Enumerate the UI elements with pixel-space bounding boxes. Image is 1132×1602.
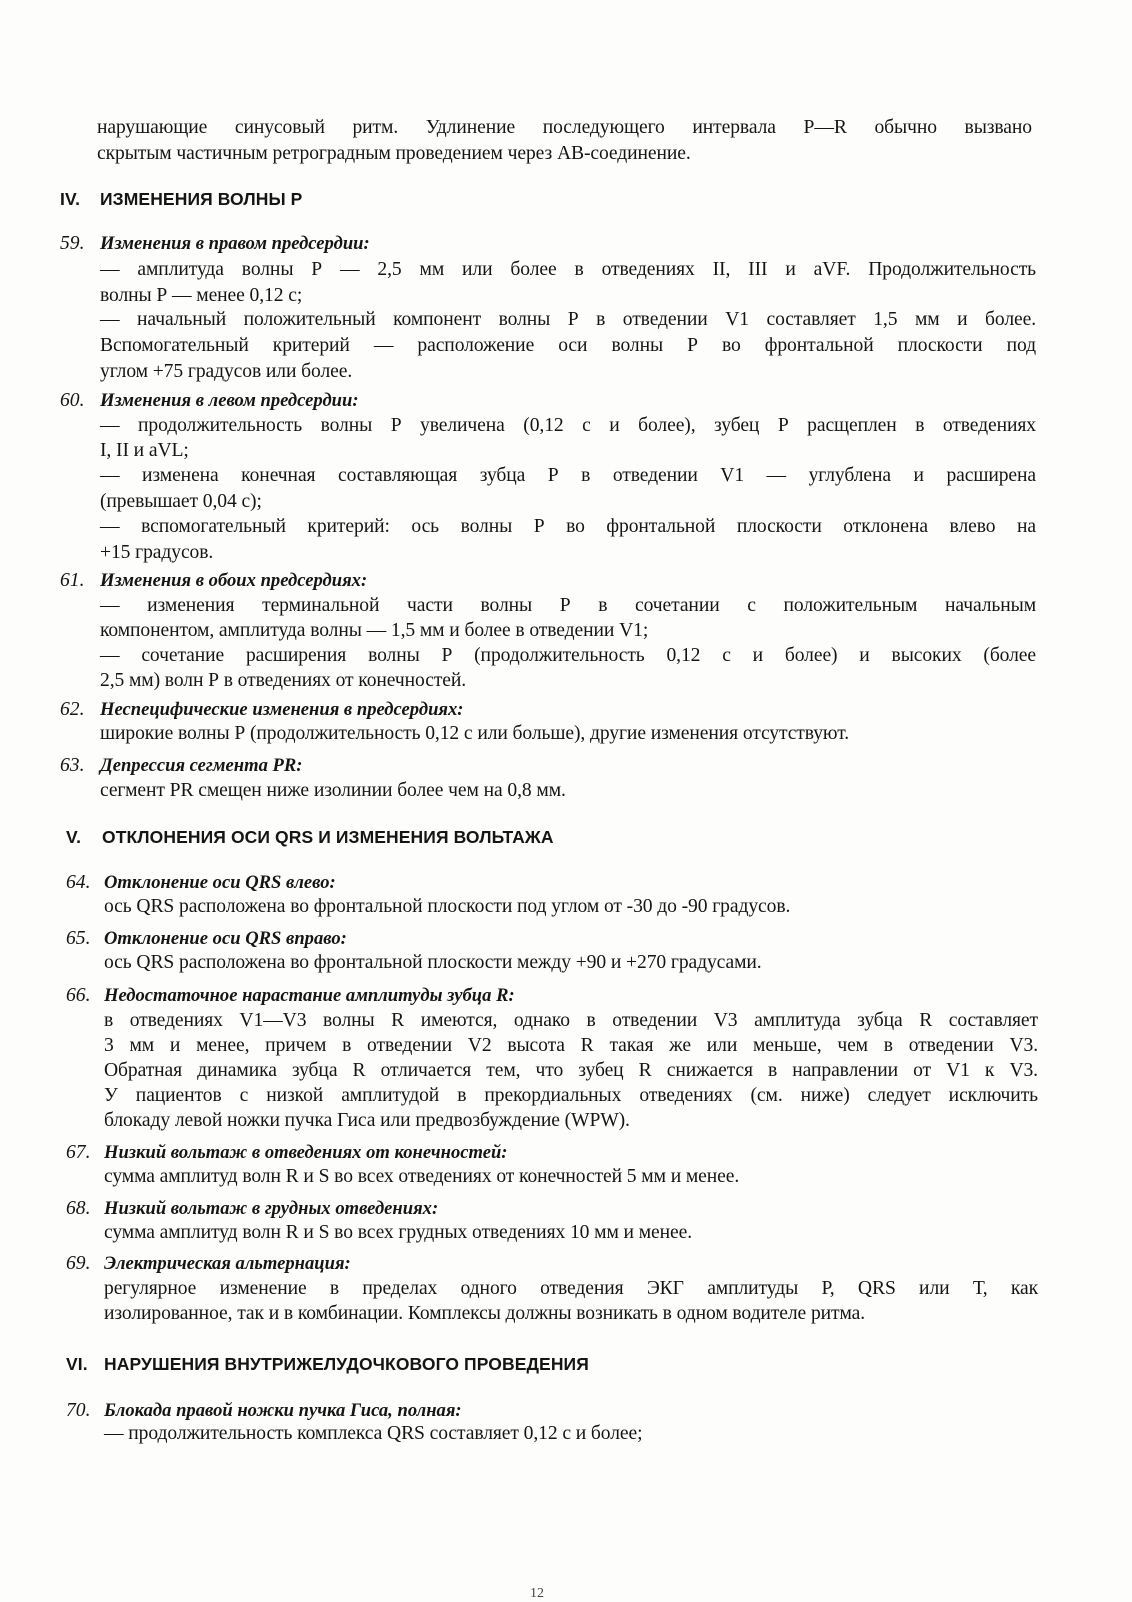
section-number: IV.: [60, 189, 81, 209]
item-line: +15 градусов.: [100, 542, 214, 563]
item-line: в отведениях V1—V3 волны R имеются, однако в отведении V3 амплитуда зубца R составляет: [104, 1010, 1038, 1031]
item-title: Неспецифические изменения в предсердиях:: [100, 699, 464, 720]
item-line: — продолжительность комплекса QRS составляет 0,12 с и более;: [104, 1423, 643, 1444]
item-line: блокаду левой ножки пучка Гиса или предвозбуждение (WPW).: [104, 1110, 630, 1131]
item-number: 66.: [66, 985, 91, 1006]
item-title: Низкий вольтаж в грудных отведениях:: [104, 1198, 439, 1219]
item-line: углом +75 градусов или более.: [100, 361, 353, 382]
item-title: Изменения в левом предсердии:: [100, 390, 359, 411]
item-line: Вспомогательный критерий — расположение оси волны Р во фронтальной плоскости под: [100, 335, 1036, 356]
intro-line: скрытым частичным ретроградным проведением через АВ-соединение.: [97, 143, 691, 164]
item-title: Низкий вольтаж в отведениях от конечностей:: [104, 1142, 508, 1163]
item-line: изолированное, так и в комбинации. Комплексы должны возникать в одном водителе ритма.: [104, 1303, 866, 1324]
section-title: ИЗМЕНЕНИЯ ВОЛНЫ Р: [100, 189, 303, 209]
item-number: 69.: [66, 1253, 91, 1274]
item-title: Изменения в обоих предсердиях:: [100, 570, 368, 591]
section-heading: [60, 187, 302, 211]
item-number: 70.: [66, 1400, 91, 1421]
intro-line: нарушающие синусовый ритм. Удлинение последующего интервала P—R обычно вызвано: [97, 117, 1032, 138]
section-title: ОТКЛОНЕНИЯ ОСИ QRS И ИЗМЕНЕНИЯ ВОЛЬТАЖА: [102, 827, 554, 847]
item-line: — начальный положительный компонент волны Р в отведении V1 составляет 1,5 мм и более.: [100, 309, 1036, 330]
item-line: I, II и aVL;: [100, 440, 189, 461]
item-number: 63.: [60, 755, 85, 776]
item-line: широкие волны Р (продолжительность 0,12 с или больше), другие изменения отсутствуют.: [100, 723, 850, 744]
item-title: Электрическая альтернация:: [104, 1253, 351, 1274]
section-heading: [66, 1352, 589, 1376]
item-title: Депрессия сегмента PR:: [100, 755, 303, 776]
section-title: НАРУШЕНИЯ ВНУТРИЖЕЛУДОЧКОВОГО ПРОВЕДЕНИЯ: [104, 1354, 589, 1374]
section-heading: [66, 825, 554, 849]
item-number: 65.: [66, 928, 91, 949]
item-line: 2,5 мм) волн Р в отведениях от конечностей.: [100, 670, 467, 691]
item-line: Обратная динамика зубца R отличается тем, что зубец R снижается в направлении от V1 к V3.: [104, 1060, 1038, 1081]
page-number: 12: [530, 1586, 544, 1601]
item-line: (превышает 0,04 с);: [100, 491, 262, 512]
item-title: Отклонение оси QRS влево:: [104, 872, 336, 893]
item-number: 59.: [60, 233, 85, 254]
item-line: сумма амплитуд волн R и S во всех отведениях от конечностей 5 мм и менее.: [104, 1166, 740, 1187]
item-line: — вспомогательный критерий: ось волны Р во фронтальной плоскости отклонена влево на: [100, 516, 1036, 537]
item-title: Отклонение оси QRS вправо:: [104, 928, 347, 949]
item-line: — продолжительность волны Р увеличена (0,12 с и более), зубец Р расщеплен в отведениях: [100, 415, 1036, 436]
item-line: волны Р — менее 0,12 с;: [100, 285, 303, 306]
item-number: 60.: [60, 390, 85, 411]
item-number: 62.: [60, 699, 85, 720]
item-number: 64.: [66, 872, 91, 893]
item-line: — изменена конечная составляющая зубца Р в отведении V1 — углублена и расширена: [100, 465, 1036, 486]
section-number: V.: [66, 827, 82, 847]
item-title: Блокада правой ножки пучка Гиса, полная:: [104, 1400, 462, 1421]
item-line: регулярное изменение в пределах одного отведения ЭКГ амплитуды Р, QRS или Т, как: [104, 1278, 1038, 1299]
item-number: 67.: [66, 1142, 91, 1163]
item-line: 3 мм и менее, причем в отведении V2 высота R такая же или меньше, чем в отведении V3.: [104, 1035, 1038, 1056]
item-line: — сочетание расширения волны Р (продолжительность 0,12 с и более) и высоких (более: [100, 645, 1036, 666]
item-title: Изменения в правом предсердии:: [100, 233, 370, 254]
item-title: Недостаточное нарастание амплитуды зубца R:: [104, 985, 515, 1006]
item-line: сегмент PR смещен ниже изолинии более чем на 0,8 мм.: [100, 780, 566, 801]
item-line: — амплитуда волны Р — 2,5 мм или более в отведениях II, III и aVF. Продолжительность: [100, 259, 1036, 280]
section-number: VI.: [66, 1354, 88, 1374]
item-line: компонентом, амплитуда волны — 1,5 мм и более в отведении V1;: [100, 620, 649, 641]
item-line: — изменения терминальной части волны Р в сочетании с положительным начальным: [100, 595, 1036, 616]
item-line: У пациентов с низкой амплитудой в прекордиальных отведениях (см. ниже) следует исключить: [104, 1085, 1038, 1106]
item-line: ось QRS расположена во фронтальной плоскости между +90 и +270 градусами.: [104, 952, 762, 973]
item-line: ось QRS расположена во фронтальной плоскости под углом от -30 до -90 градусов.: [104, 896, 791, 917]
item-number: 68.: [66, 1198, 91, 1219]
item-line: сумма амплитуд волн R и S во всех грудных отведениях 10 мм и менее.: [104, 1222, 693, 1243]
item-number: 61.: [60, 570, 85, 591]
